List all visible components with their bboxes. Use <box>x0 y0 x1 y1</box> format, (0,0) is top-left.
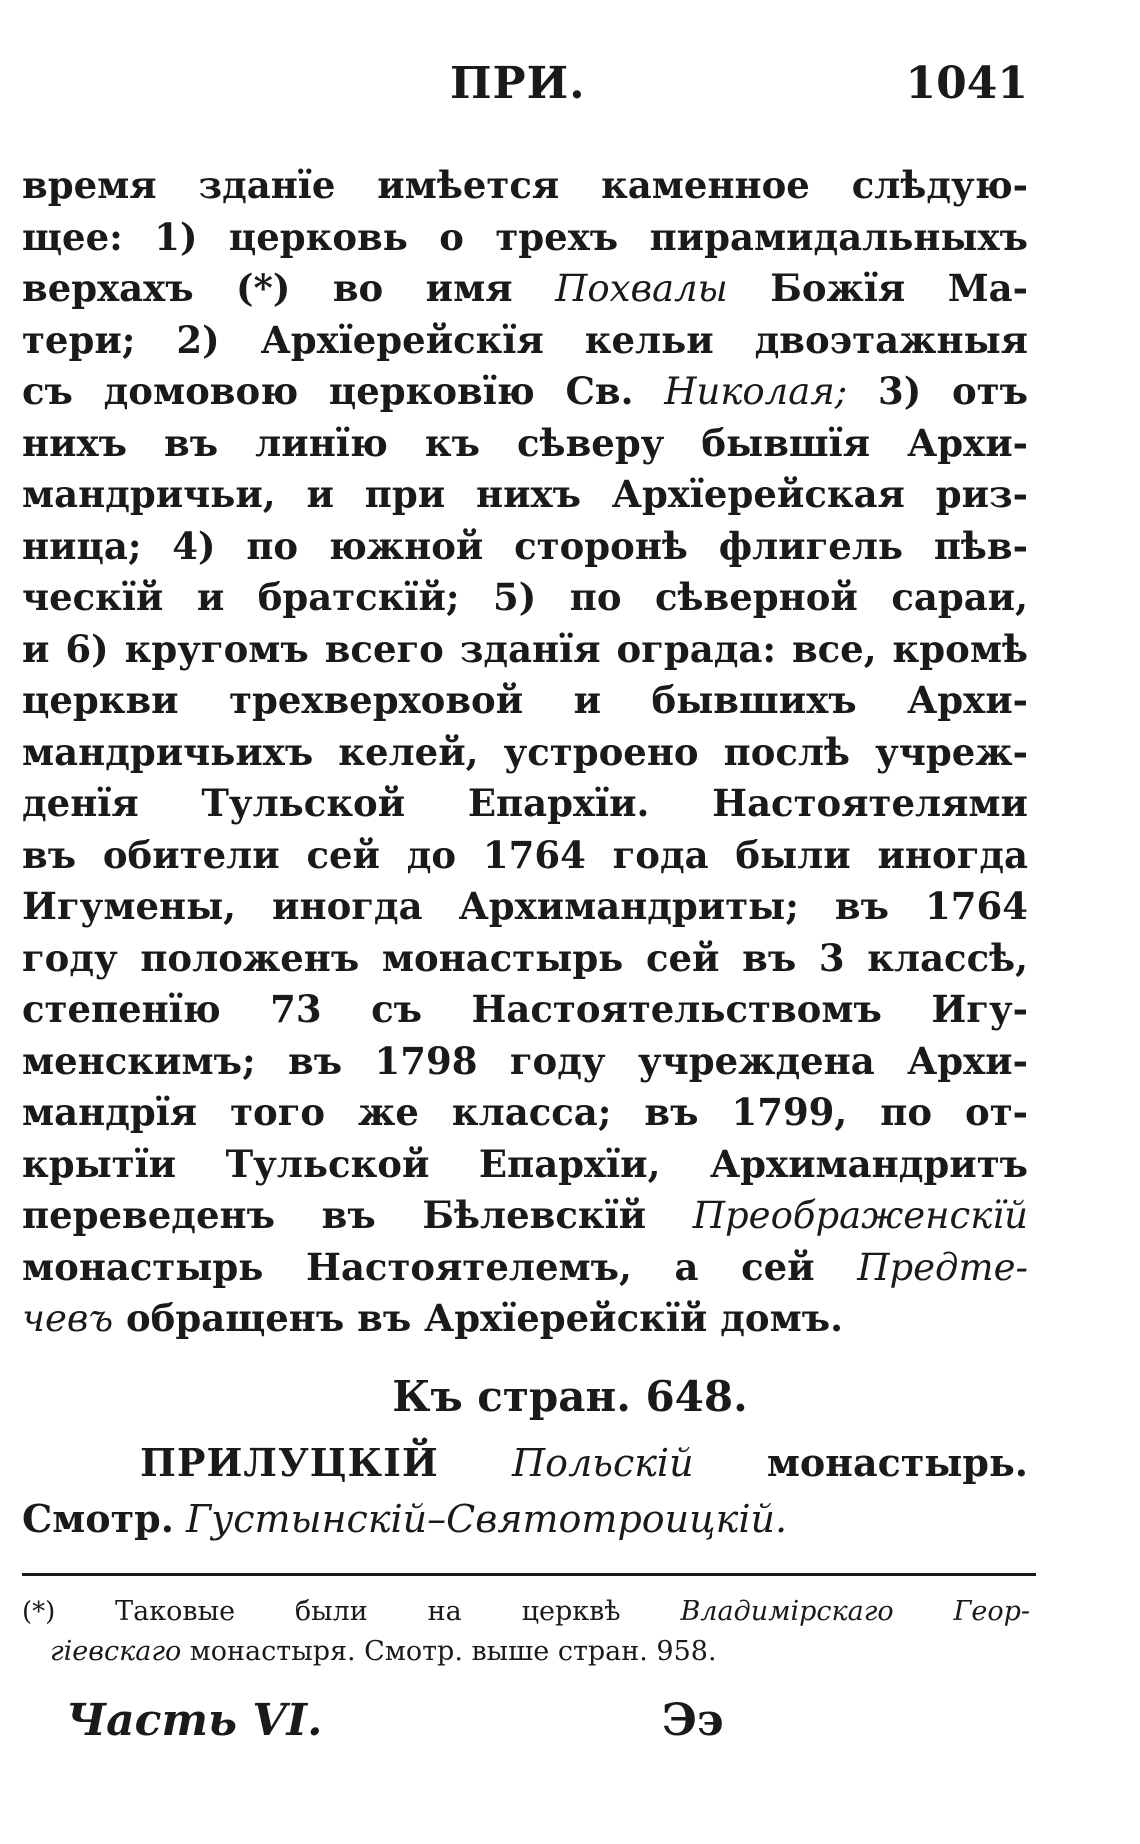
italic-name: Предте- <box>857 1245 1028 1289</box>
text-segment: обращенъ въ Архїерейскїй домъ. <box>113 1296 843 1340</box>
footnote-divider <box>22 1573 1036 1576</box>
signature-mark: Ээ <box>662 1695 724 1746</box>
text-line <box>22 933 1028 985</box>
text-segment: съ домовою церковїю Св. <box>22 369 665 413</box>
text-line <box>22 366 1028 418</box>
section-heading: Къ стран. 648. <box>392 1372 748 1421</box>
footnote-text-2a: гіевскаго <box>50 1636 182 1667</box>
text-line <box>22 624 1028 676</box>
text-segment: переведенъ въ Бѣлевскїй <box>22 1193 693 1237</box>
text-segment: степенїю 73 съ Настоятельствомъ Игу- <box>22 987 1028 1031</box>
text-segment: Божїя Ма- <box>727 266 1028 310</box>
text-line <box>22 1036 1028 1088</box>
text-segment: верхахъ (*) во имя <box>22 266 556 310</box>
entry-line <box>140 1440 1028 1485</box>
text-segment: въ обители сей до 1764 года были иногда <box>22 832 1028 877</box>
text-segment: году положенъ монастырь сей въ 3 классѣ, <box>22 935 1028 980</box>
text-segment: денїя Тульской Епархїи. Настоятелями <box>22 781 1028 825</box>
text-line <box>22 1242 1028 1294</box>
text-line <box>22 315 1028 367</box>
text-line <box>22 469 1028 521</box>
italic-name: Похвалы <box>555 267 728 310</box>
text-line <box>22 1087 1028 1139</box>
text-segment: крытїи Тульской Епархїи, Архимандритъ <box>22 1141 1028 1186</box>
text-line <box>22 830 1028 882</box>
text-line <box>22 984 1028 1036</box>
text-segment: монастырь Настоятелемъ, а сей <box>22 1244 858 1289</box>
part-label: Часть VI. <box>66 1695 323 1746</box>
text-segment: время зданїе имѣется каменное слѣдую- <box>22 163 1028 207</box>
italic-name: Николая; <box>664 370 848 413</box>
text-segment: мандрїя того же класса; въ 1799, по от- <box>22 1090 1028 1134</box>
page-footer <box>22 1695 1122 1755</box>
footnote-marker: (*) <box>22 1597 56 1627</box>
text-segment: и 6) кругомъ всего зданїя ограда: все, кромѣ <box>22 626 1028 671</box>
footnote-line-2 <box>22 1632 1030 1672</box>
text-line <box>22 778 1028 830</box>
text-segment: мандричьи, и при нихъ Архїерейская риз- <box>22 472 1028 516</box>
text-segment: ческїй и братскїй; 5) по сѣверной сараи, <box>22 575 1028 619</box>
text-line <box>22 727 1028 779</box>
italic-name: чевъ <box>22 1297 114 1340</box>
text-segment: щее: 1) церковь о трехъ пирамидальныхъ <box>22 214 1028 259</box>
footnote-text-2b: монастыря. Смотр. выше стран. 958. <box>181 1636 717 1667</box>
text-line <box>22 160 1028 212</box>
text-line <box>22 521 1028 573</box>
text-segment: менскимъ; въ 1798 году учреждена Архи- <box>22 1038 1028 1083</box>
entry-desc: монастырь. <box>766 1440 1028 1485</box>
text-segment: нихъ въ линїю къ сѣверу бывшїя Архи- <box>22 420 1028 465</box>
page-header <box>0 58 1140 118</box>
see-label: Смотр. <box>22 1496 174 1541</box>
text-line <box>22 1293 1028 1345</box>
text-line <box>22 263 1028 315</box>
text-segment: церкви трехверховой и бывшихъ Архи- <box>22 678 1028 722</box>
text-line <box>22 675 1028 727</box>
footnote-text-1b: Владимірскаго Геор- <box>680 1596 1031 1627</box>
text-line <box>22 1190 1028 1242</box>
entry-title: ПРИЛУЦКІЙ <box>140 1440 439 1485</box>
main-text <box>22 160 1028 1345</box>
text-line <box>22 212 1028 264</box>
see-reference: Густынскій–Святотроицкій. <box>186 1497 788 1541</box>
italic-name: Преображенскїй <box>692 1194 1028 1237</box>
text-line <box>22 418 1028 470</box>
text-line <box>22 572 1028 624</box>
page-number: 1041 <box>905 58 1028 109</box>
text-segment: 3) отъ <box>847 369 1028 413</box>
text-line <box>22 881 1028 933</box>
text-segment: ница; 4) по южной сторонѣ флигель пѣв- <box>22 523 1028 568</box>
footnote-text-1a: Таковые были на церквѣ <box>115 1596 681 1627</box>
footnote <box>22 1592 1030 1672</box>
text-segment: Игумены, иногда Архимандриты; въ 1764 <box>22 884 1028 928</box>
cross-reference <box>22 1496 787 1541</box>
footnote-line-1 <box>22 1592 1030 1632</box>
running-head: ПРИ. <box>450 58 586 109</box>
text-segment: мандричьихъ келей, устроено послѣ учреж- <box>22 729 1028 774</box>
text-line <box>22 1139 1028 1191</box>
text-segment: тери; 2) Архїерейскїя кельи двоэтажныя <box>22 317 1028 362</box>
entry-subtitle: Польскій <box>512 1441 694 1485</box>
